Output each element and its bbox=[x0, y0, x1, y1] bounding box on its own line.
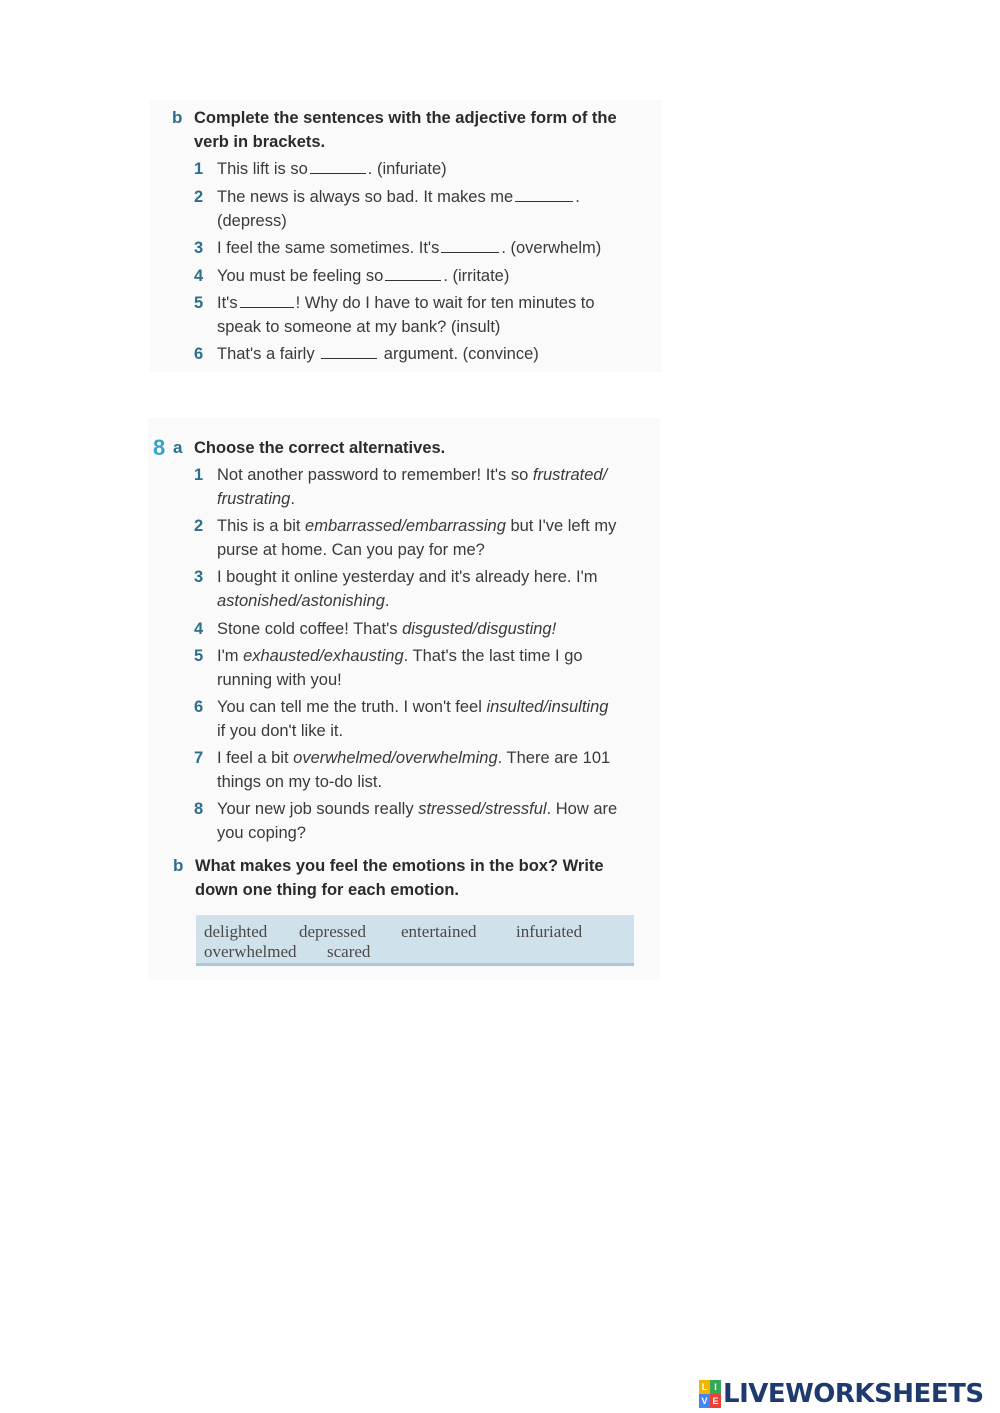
item-number: 8 bbox=[194, 800, 204, 818]
alternatives[interactable]: embarrassed/embarrassing bbox=[305, 517, 506, 535]
item-number: 6 bbox=[194, 345, 204, 363]
item-number: 3 bbox=[194, 568, 204, 586]
word-item: depressed bbox=[299, 922, 367, 941]
item-number: 5 bbox=[194, 647, 204, 665]
sentence: I feel a bit overwhelmed/overwhelming. There are 101 bbox=[217, 749, 611, 767]
logo-text: LIVEWORKSHEETS bbox=[723, 1379, 984, 1409]
word-box bbox=[196, 915, 634, 966]
answer-blank[interactable] bbox=[385, 268, 441, 281]
answer-blank[interactable] bbox=[441, 240, 499, 253]
sentence-continuation: frustrating. bbox=[217, 490, 295, 508]
exercise-heading: verb in brackets. bbox=[194, 133, 326, 151]
word-item: delighted bbox=[204, 922, 268, 941]
sentence: Your new job sounds really stressed/stressful. How are bbox=[217, 800, 618, 818]
alternatives[interactable]: frustrated/ bbox=[532, 466, 608, 484]
sentence-continuation: astonished/astonishing. bbox=[217, 592, 390, 610]
sentence-continuation: (depress) bbox=[217, 212, 287, 230]
sentence: I feel the same sometimes. It's . (overwhelm) bbox=[217, 239, 602, 257]
alternatives[interactable]: exhausted/exhausting bbox=[243, 647, 404, 665]
answer-blank[interactable] bbox=[310, 161, 366, 174]
item-number: 2 bbox=[194, 517, 204, 535]
exercise-heading: down one thing for each emotion. bbox=[195, 881, 459, 899]
item-number: 1 bbox=[194, 466, 204, 484]
answer-blank[interactable] bbox=[321, 346, 377, 359]
alternatives[interactable]: frustrating bbox=[217, 490, 291, 508]
alternatives[interactable]: disgusted/disgusting! bbox=[402, 620, 557, 638]
exercise-letter: b bbox=[172, 108, 183, 127]
item-number: 2 bbox=[194, 188, 204, 206]
item-number: 1 bbox=[194, 160, 204, 178]
sentence: I'm exhausted/exhausting. That's the last time I go bbox=[217, 647, 583, 665]
alternatives[interactable]: overwhelmed/overwhelming bbox=[293, 749, 498, 767]
alternatives[interactable]: stressed/stressful bbox=[418, 800, 547, 818]
item-number: 6 bbox=[194, 698, 204, 716]
word-item: infuriated bbox=[516, 922, 583, 941]
sentence: It's ! Why do I have to wait for ten minutes to bbox=[217, 294, 595, 312]
sentence: This lift is so . (infuriate) bbox=[217, 160, 447, 178]
item-number: 7 bbox=[194, 749, 204, 767]
sentence: I bought it online yesterday and it's already here. I'm bbox=[217, 568, 598, 586]
sentence: That's a fairly argument. (convince) bbox=[217, 345, 539, 363]
answer-blank[interactable] bbox=[240, 295, 294, 308]
exercise-heading: What makes you feel the emotions in the box? Write bbox=[195, 857, 604, 875]
item-number: 3 bbox=[194, 239, 204, 257]
exercise-heading: Choose the correct alternatives. bbox=[194, 439, 446, 457]
sentence-continuation: running with you! bbox=[217, 671, 342, 689]
item-number: 4 bbox=[194, 267, 204, 285]
sentence-continuation: you coping? bbox=[217, 824, 306, 842]
sentence: You must be feeling so . (irritate) bbox=[217, 267, 510, 285]
exercise-heading: Complete the sentences with the adjective form of the bbox=[194, 109, 617, 127]
sentence-continuation: things on my to-do list. bbox=[217, 773, 383, 791]
alternatives[interactable]: insulted/insulting bbox=[486, 698, 609, 716]
sentence-continuation: speak to someone at my bank? (insult) bbox=[217, 318, 501, 336]
exercise-number: 8 bbox=[153, 435, 166, 460]
sentence: Not another password to remember! It's so frustrated/ bbox=[217, 466, 608, 484]
word-item: entertained bbox=[401, 922, 477, 941]
exercise-letter: b bbox=[173, 856, 184, 875]
word-item: overwhelmed bbox=[204, 942, 297, 961]
liveworksheets-logo bbox=[699, 1378, 984, 1410]
answer-blank[interactable] bbox=[515, 189, 573, 202]
word-item: scared bbox=[327, 942, 371, 961]
sentence: The news is always so bad. It makes me . bbox=[217, 188, 580, 206]
sentence-continuation: purse at home. Can you pay for me? bbox=[217, 541, 485, 559]
item-number: 4 bbox=[194, 620, 204, 638]
sentence: This is a bit embarrassed/embarrassing but I've left my bbox=[217, 517, 617, 535]
sentence: Stone cold coffee! That's disgusted/disgusting! bbox=[217, 620, 557, 638]
item-number: 5 bbox=[194, 294, 204, 312]
logo-icon: L I V E bbox=[699, 1380, 721, 1408]
sentence-continuation: if you don't like it. bbox=[217, 722, 344, 740]
alternatives[interactable]: astonished/astonishing bbox=[217, 592, 385, 610]
exercise-letter: a bbox=[173, 438, 183, 457]
sentence: You can tell me the truth. I won't feel insulted/insulting bbox=[217, 698, 609, 716]
